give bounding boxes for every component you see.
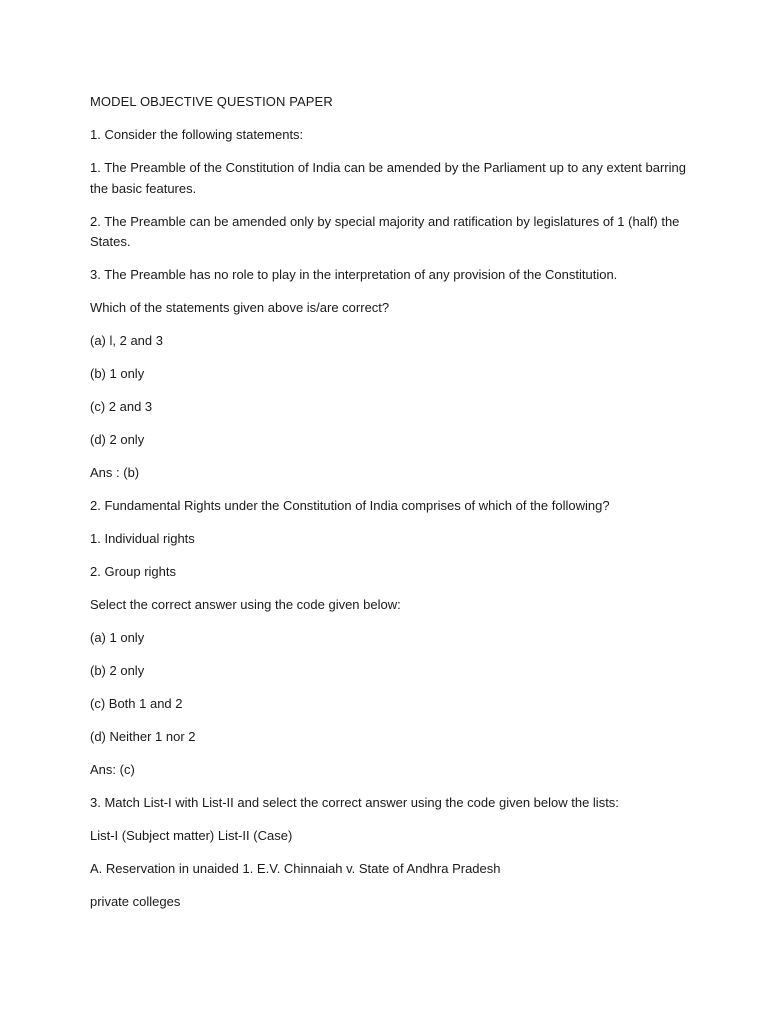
q2-option-a: (a) 1 only xyxy=(90,630,145,645)
q1-option-b: (b) 1 only xyxy=(90,366,145,381)
q2-answer: Ans: (c) xyxy=(90,762,135,777)
q2-statement-1: 1. Individual rights xyxy=(90,531,195,546)
q1-statement-1: 1. The Preamble of the Constitution of India can be amended by the Parliament up to any extent barring the basic features. xyxy=(90,160,686,196)
document-title: MODEL OBJECTIVE QUESTION PAPER xyxy=(90,94,333,109)
q3-stem: 3. Match List-I with List-II and select the correct answer using the code given below the lists: xyxy=(90,795,619,810)
q1-option-c: (c) 2 and 3 xyxy=(90,399,153,414)
q2-option-c: (c) Both 1 and 2 xyxy=(90,696,183,711)
q2-option-d: (d) Neither 1 nor 2 xyxy=(90,729,196,744)
q2-option-b: (b) 2 only xyxy=(90,663,145,678)
q1-answer: Ans : (b) xyxy=(90,465,140,480)
q3-row-a-continued: private colleges xyxy=(90,894,181,909)
document-page xyxy=(90,92,690,925)
q1-option-d: (d) 2 only xyxy=(90,432,145,447)
q1-statement-3: 3. The Preamble has no role to play in the interpretation of any provision of the Constitution. xyxy=(90,267,618,282)
q1-question: Which of the statements given above is/are correct? xyxy=(90,300,390,315)
q2-question: Select the correct answer using the code given below: xyxy=(90,597,401,612)
q1-statement-2: 2. The Preamble can be amended only by special majority and ratification by legislatures of 1 (half) the States. xyxy=(90,213,680,249)
q3-lists-header: List-I (Subject matter) List-II (Case) xyxy=(90,828,293,843)
q3-row-a: A. Reservation in unaided 1. E.V. Chinnaiah v. State of Andhra Pradesh xyxy=(90,861,501,876)
q2-stem: 2. Fundamental Rights under the Constitution of India comprises of which of the following? xyxy=(90,498,610,513)
q1-option-a: (a) l, 2 and 3 xyxy=(90,333,163,348)
q2-statement-2: 2. Group rights xyxy=(90,564,176,579)
q1-stem: 1. Consider the following statements: xyxy=(90,127,304,142)
